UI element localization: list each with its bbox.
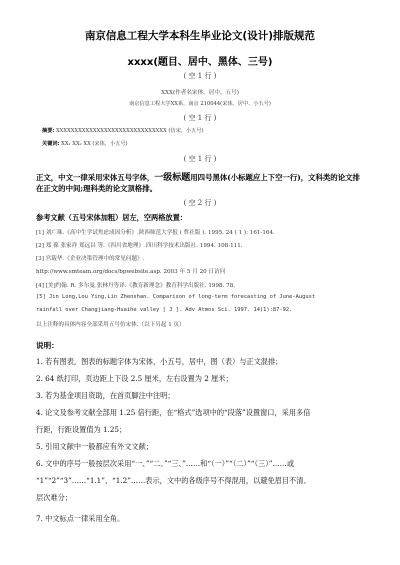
note-item: 6. 文中的序号一般按层次采用“一、”“二、”“三、”……和“（一）”“（二）”“（三）”……或 bbox=[36, 459, 295, 468]
reference-url: http://www.smteam.org/docs/bpwebsite.asp. 2003 年 5 月 20 日访问 bbox=[36, 269, 226, 275]
reference-item-continued: rainfall over Changjiang-Huaihe valley [ J ]. Adv Atmos Sci. 1997. 14(1):87-92. bbox=[36, 307, 293, 313]
note-item: 1. 若有图表，图表的标题字体为宋体，小五号，居中，图（表）与正文混排； bbox=[36, 357, 283, 366]
blank-line-note: ( 空 2 行 ) bbox=[183, 199, 217, 207]
note-item-continued: 行距，行距设置值为 1.25； bbox=[36, 425, 127, 434]
abstract-label: 摘要: bbox=[42, 128, 55, 134]
abstract-text: XXXXXXXXXXXXXXXXXXXXXXXXXXXXXX (仿宋，小五号) bbox=[55, 128, 204, 134]
affiliation-line: 南京信息工程大学XX系，南京 210044(宋体、居中、小五号) bbox=[129, 101, 271, 107]
reference-item: [2] 郑 葆 张家祥 郑远昌 等.《四川省地理》.四川科学技术出版社. 1994. 108-111. bbox=[36, 243, 243, 249]
blank-line-note: ( 空 1 行 ) bbox=[183, 72, 217, 80]
note-item: 2. 64 纸打印，页边距上下设 2.5 厘米，左右设置为 2 厘米； bbox=[36, 374, 233, 383]
blank-line-note: ( 空 1 行 ) bbox=[183, 114, 217, 122]
reference-item: [3] 宫载华.《企业决策管理中的常见问题》. bbox=[36, 256, 145, 262]
reference-item: [1] 刘广珠.《高中生学试焦虑成因分析》.陕西师范大学报 ( 哲社版 ). 1995. 24 ( 1 ): 161-164. bbox=[36, 230, 275, 236]
body-text-intro: 正文，中文一律采用宋体五号字体， bbox=[36, 173, 155, 182]
reference-item: [5] Jin Long,Lou Ying,Lin Zhenshan. Comparison of long-term forecasting of June-August bbox=[36, 294, 316, 300]
note-item: 7. 中文标点一律采用全角。 bbox=[36, 514, 125, 523]
abstract-line bbox=[42, 127, 204, 134]
keywords-line bbox=[42, 140, 128, 147]
note-item: 4. 论文及参考文献全部用 1.25 倍行距，在“格式”选项中的“段落”设置窗口，采用多倍 bbox=[36, 408, 311, 417]
body-text-rest: 用四号黑体(小标题应上下空一行)，文科类的论文排 bbox=[190, 173, 360, 182]
note-item: 3. 若为基金项目资助，在首页脚注中注明； bbox=[36, 391, 175, 400]
keywords-text: XX₁ XX₂ XX (宋体，小五号) bbox=[61, 141, 128, 147]
body-text-line bbox=[36, 170, 360, 183]
note-item-continued: 层次难分； bbox=[36, 493, 72, 502]
keywords-label: 关键词: bbox=[42, 141, 60, 147]
level1-heading-example: 一级标题 bbox=[154, 173, 191, 183]
reference-footnote: 以上注释的具体内容全部采用五号仿宋体.（以下另起 1 页） bbox=[36, 322, 185, 328]
body-text-line: 在正文的中间;理科类的论文顶格排。 bbox=[36, 184, 157, 193]
author-line: XXX(作者名宋体、居中、五号) bbox=[161, 90, 239, 96]
notes-heading: 说明： bbox=[36, 341, 59, 350]
note-item-continued: “1”“2”“3”……“1.1”、“1.2”……表示，文中的各级序号不得混用，以避免眉目不清、 bbox=[36, 476, 311, 485]
note-item: 5. 引用文献中一般都应有外文文献； bbox=[36, 442, 153, 451]
document-title: 南京信息工程大学本科生毕业论文(设计)排版规范 bbox=[84, 30, 316, 42]
reference-item: [4] [美]约翰. R. 多尔曼.张林丹等译.《教育新理念》教育科学出版社. 1998. 78. bbox=[36, 283, 236, 289]
paper-title: xxxx(题目、居中、黑体、三号) bbox=[127, 57, 273, 68]
blank-line-note: ( 空 1 行 ) bbox=[183, 155, 217, 163]
references-heading: 参考文献（五号宋体加粗）居左，空两格放置： bbox=[36, 213, 187, 222]
